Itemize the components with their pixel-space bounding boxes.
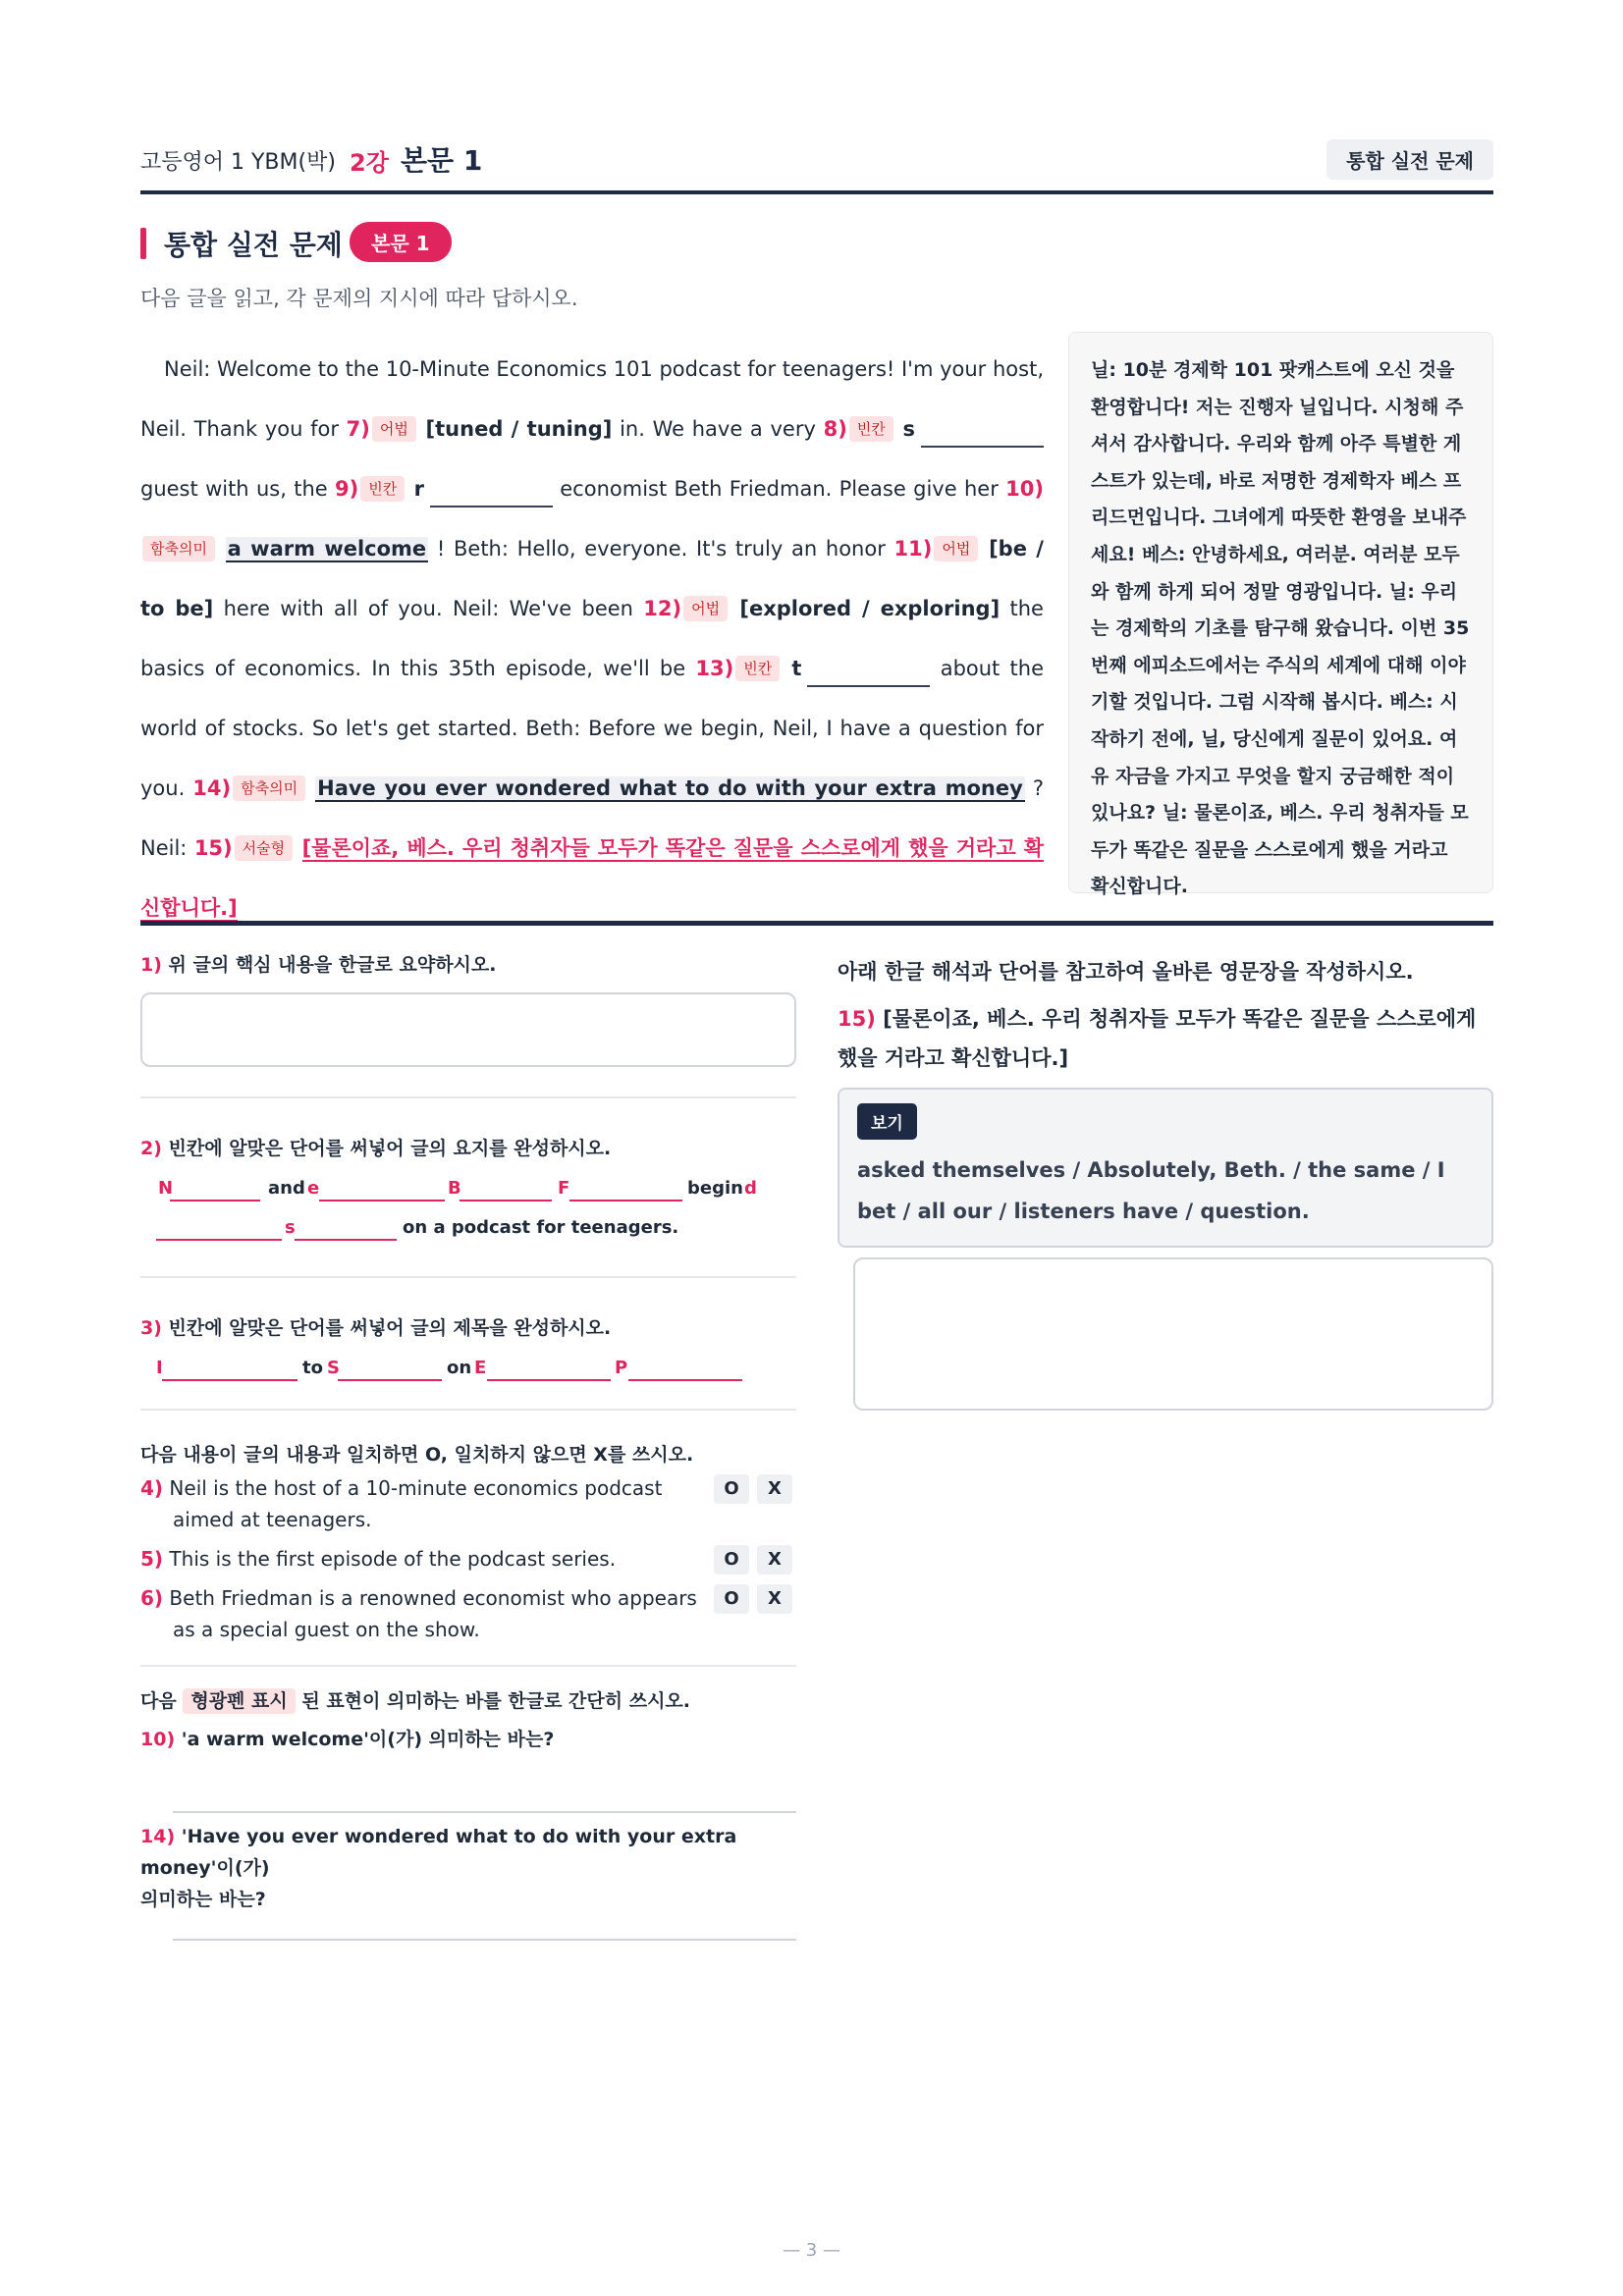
answer-blank[interactable]	[162, 1379, 298, 1381]
section-title: 본문 1	[401, 144, 483, 177]
blank-initial: s	[285, 1217, 296, 1238]
ox-o-button[interactable]: O	[714, 1584, 749, 1614]
question-1: 1) 위 글의 핵심 내용을 한글로 요약하시오.	[140, 954, 497, 976]
answer-blank[interactable]	[460, 1200, 552, 1201]
question-type-chip: 어법	[934, 536, 978, 561]
page	[140, 135, 1493, 1910]
page-header	[140, 135, 1493, 194]
answer-blank[interactable]	[921, 420, 1044, 448]
instruction-text: 다음 글을 읽고, 각 문제의 지시에 따라 답하시오.	[140, 287, 578, 310]
header-tag: 통합 실전 문제	[1326, 139, 1493, 180]
highlighted-expression: a warm welcome	[227, 537, 427, 561]
divider	[140, 1276, 796, 1278]
ox-question-list	[140, 1472, 796, 1653]
lesson-number: 2강	[350, 149, 389, 177]
question-type-chip: 어법	[683, 596, 728, 621]
blank-initial: S	[327, 1358, 340, 1378]
title-badge: 본문 1	[350, 222, 452, 262]
meaning-instruction: 다음 형광펜 표시 된 표현이 의미하는 바를 한글로 간단히 쓰시오.	[140, 1690, 690, 1712]
question-number: 12)	[643, 597, 682, 620]
grammar-options: [explored / exploring]	[739, 597, 1001, 620]
question-15: 15) [물론이죠, 베스. 우리 청취자들 모두가 똑같은 질문을 스스로에게 했을 거라고 확신합니다.]	[838, 1007, 1477, 1070]
blank-initial: N	[158, 1178, 174, 1199]
answer-blank[interactable]	[295, 1239, 397, 1241]
highlighted-expression: Have you ever wondered what to do with your extra money	[317, 776, 1023, 800]
english-answer-box[interactable]	[853, 1257, 1493, 1411]
ox-o-button[interactable]: O	[714, 1474, 749, 1504]
divider	[140, 1665, 796, 1667]
blank-initial: P	[615, 1358, 628, 1378]
ox-item-5: 5) This is the first episode of the podcast series.	[140, 1547, 617, 1571]
blank-initial: r	[413, 477, 424, 501]
question-10: 10) 'a warm welcome'이(가) 의미하는 바는?	[140, 1729, 555, 1750]
passage	[140, 340, 1044, 938]
word-bank-words: asked themselves / Absolutely, Beth. / the same / I bet / all our / listeners have / question.	[857, 1158, 1445, 1223]
passage-text: the basics of economics. In this 35th episode, we'll be	[140, 597, 1044, 680]
question-number: 11)	[893, 537, 933, 561]
ox-x-button[interactable]: X	[757, 1474, 792, 1504]
word-bank-label: 보기	[857, 1103, 917, 1140]
blank-initial: B	[448, 1178, 461, 1199]
passage-text: ! Beth: Hello, everyone. It's truly an honor	[436, 537, 886, 561]
question-number: 8)	[823, 417, 847, 441]
passage-text: economist Beth Friedman. Please give her	[560, 477, 999, 501]
ox-item-6: 6) Beth Friedman is a renowned economist who appears	[140, 1586, 697, 1610]
divider	[140, 1096, 796, 1098]
blank-initial: d	[744, 1178, 757, 1199]
question-number: 9)	[335, 477, 359, 501]
answer-blank[interactable]	[628, 1379, 742, 1381]
divider	[140, 1409, 796, 1411]
passage-text: Neil: Welcome to the 10-Minute Economics 101 podcast for teenagers! I'm your host, Neil. Thank you for	[140, 357, 1044, 441]
fill-text: begin	[687, 1178, 743, 1199]
passage-text: about the world of stocks. So let's get started. Beth: Before we begin, Neil, I have a question for you.	[140, 657, 1044, 800]
question-type-chip: 함축의미	[142, 536, 215, 561]
question-type-chip: 빈칸	[360, 476, 405, 502]
passage-text: ? Neil:	[140, 776, 1044, 860]
blank-initial: s	[902, 417, 915, 441]
grammar-options: [tuned / tuning]	[425, 417, 613, 441]
question-3: 3) 빈칸에 알맞은 단어를 써넣어 글의 제목을 완성하시오.	[140, 1317, 612, 1339]
ox-item-4: 4) Neil is the host of a 10-minute economics podcast	[140, 1476, 663, 1500]
answer-blank[interactable]	[319, 1200, 445, 1201]
blank-initial: F	[558, 1178, 570, 1199]
question-number: 7)	[346, 417, 370, 441]
answer-blank[interactable]	[170, 1200, 260, 1201]
course-breadcrumb: 고등영어 1 YBM(박)	[140, 150, 336, 175]
question-2: 2) 빈칸에 알맞은 단어를 써넣어 글의 요지를 완성하시오.	[140, 1138, 612, 1159]
passage-text: here with all of you. Neil: We've been	[223, 597, 633, 620]
blank-initial: t	[791, 657, 802, 680]
highlight-chip: 형광펜 표시	[183, 1688, 295, 1714]
writing-instruction: 아래 한글 해석과 단어를 참고하여 올바른 영문장을 작성하시오.	[838, 960, 1414, 984]
question-number: 14)	[192, 776, 232, 800]
title-fill-blanks	[140, 1354, 796, 1397]
fill-text: on	[447, 1358, 472, 1378]
ox-instruction: 다음 내용이 글의 내용과 일치하면 O, 일치하지 않으면 X를 쓰시오.	[140, 1444, 694, 1466]
ox-o-button[interactable]: O	[714, 1545, 749, 1575]
page-title: 통합 실전 문제	[164, 229, 343, 261]
page-number: — 3 —	[783, 2240, 840, 2261]
question-type-chip: 어법	[372, 416, 416, 442]
blank-initial: e	[307, 1178, 320, 1199]
question-number: 10)	[1005, 477, 1044, 501]
ox-item-6-cont: as a special guest on the show.	[173, 1618, 480, 1641]
ox-x-button[interactable]: X	[757, 1545, 792, 1575]
blank-initial: I	[156, 1358, 163, 1378]
summary-answer-box[interactable]	[140, 992, 796, 1067]
passage-text: in. We have a very	[620, 417, 816, 441]
fill-text: on a podcast for teenagers.	[403, 1217, 679, 1238]
answer-blank[interactable]	[807, 660, 930, 687]
translation-box: 닐: 10분 경제학 101 팟캐스트에 오신 것을 환영합니다! 저는 진행자 닐입니다. 시청해 주셔서 감사합니다. 우리와 함께 아주 특별한 게스트가 있는데, 바로 저명한 경제학자 베스 프리드먼입니다. 그녀에게 따뜻한 환영을 보내주세요! 베스: 안녕하세요, 여러분. 여러분 모두와 함께 하게 되어 정말 영광입니다. 닐: 우리는 경제학의 기초를 탐구해 왔습니다. 이번 35번째 에피소드에서는 주식의 세계에 대해 이야기할 것입니다. 그럼 시작해 봅시다. 베스: 시작하기 전에, 닐, 당신에게 질문이 있어요. 여유 자금을 가지고 무엇을 할지 궁금해한 적이 있나요? 닐: 물론이죠, 베스. 우리 청취자들 모두가 똑같은 질문을 스스로에게 했을 거라고 확신합니다.	[1068, 332, 1493, 893]
korean-writing-prompt: [물론이죠, 베스. 우리 청취자들 모두가 똑같은 질문을 스스로에게 했을 거라고 확신합니다.]	[140, 836, 1044, 920]
section-divider	[140, 921, 1493, 926]
fill-text: to	[302, 1358, 323, 1378]
ox-item-4-cont: aimed at teenagers.	[173, 1508, 372, 1531]
answer-blank[interactable]	[430, 480, 553, 507]
question-column-left	[140, 950, 796, 2037]
answer-blank[interactable]	[338, 1379, 442, 1381]
blank-initial: E	[474, 1358, 487, 1378]
question-type-chip: 빈칸	[735, 656, 780, 681]
grammar-options: [be / to be]	[140, 537, 1044, 620]
fill-text: and	[268, 1178, 305, 1199]
gist-fill-blanks	[140, 1174, 796, 1255]
answer-blank[interactable]	[487, 1379, 611, 1381]
question-number: 15)	[193, 836, 233, 860]
answer-blank[interactable]	[156, 1239, 282, 1241]
question-column-right	[838, 950, 1493, 1411]
word-bank	[838, 1088, 1493, 1248]
question-type-chip: 서술형	[235, 835, 293, 861]
question-14: 14) 'Have you ever wondered what to do with your extra money'이(가) 의미하는 바는?	[140, 1826, 737, 1910]
ox-x-button[interactable]: X	[757, 1584, 792, 1614]
question-type-chip: 함축의미	[233, 775, 305, 801]
answer-blank[interactable]	[569, 1200, 682, 1201]
answer-line-10[interactable]	[173, 1811, 796, 1813]
question-number: 13)	[695, 657, 734, 680]
meaning-questions	[140, 1713, 796, 2037]
title-accent-bar	[140, 228, 146, 259]
question-type-chip: 빈칸	[849, 416, 893, 442]
passage-text: guest with us, the	[140, 477, 328, 501]
answer-line-14[interactable]	[173, 1939, 796, 1941]
